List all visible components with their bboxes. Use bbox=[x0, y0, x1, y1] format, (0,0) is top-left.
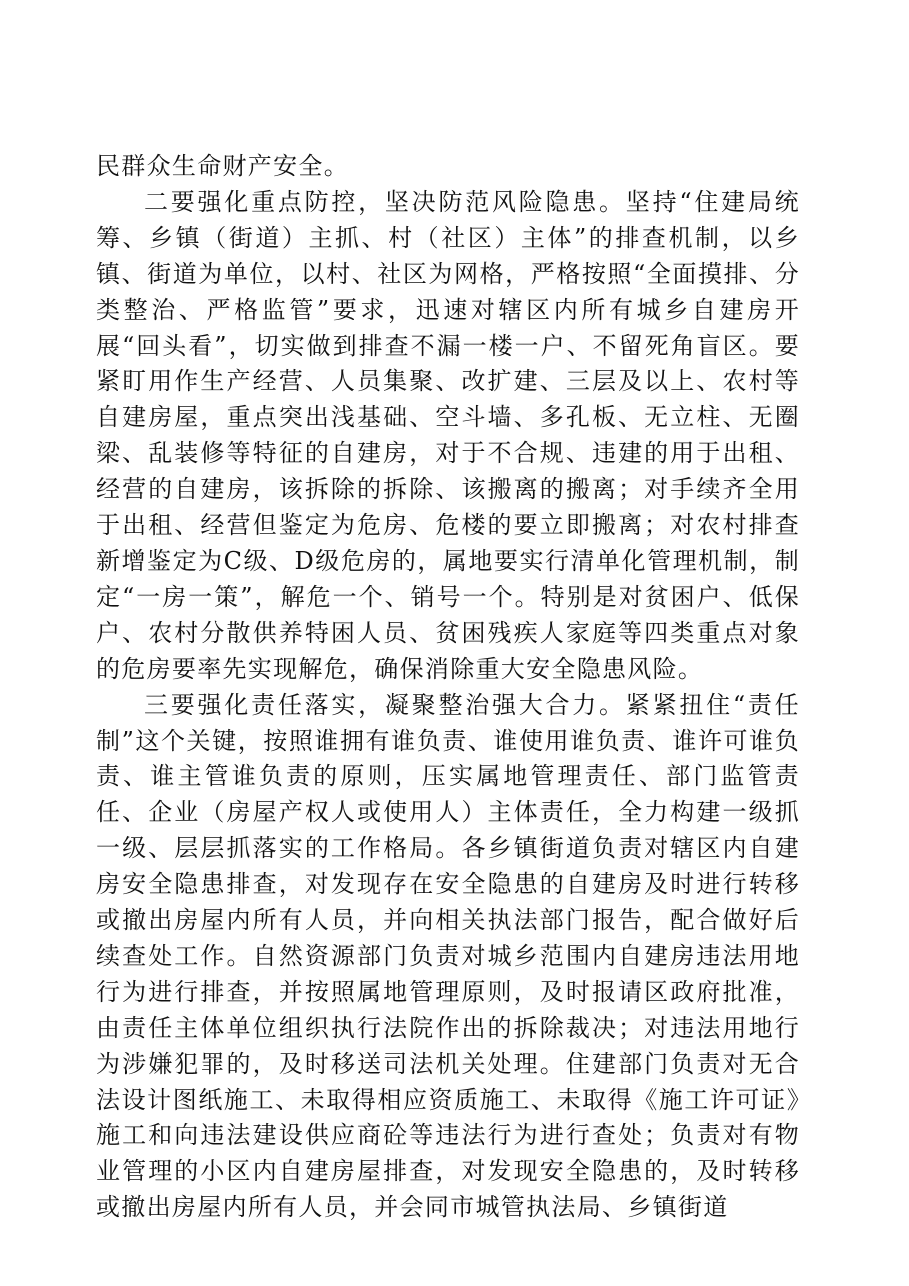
paragraph-key-prevention: 二要强化重点防控，坚决防范风险隐患。坚持“住建局统筹、乡镇（街道）主抓、村（社区）主体”的排查机制，以乡镇、街道为单位，以村、社区为网格，严格按照“全面摸排、分类整治、严格监管”要求，迅速对辖区内所有城乡自建房开展“回头看”，切实做到排查不漏一楼一户、不留死角盲区。要紧盯用作生产经营、人员集聚、改扩建、三层及以上、农村等自建房屋，重点突出浅基础、空斗墙、多孔板、无立柱、无圈梁、乱装修等特征的自建房，对于不合规、违建的用于出租、经营的自建房，该拆除的拆除、该搬离的搬离；对手续齐全用于出租、经营但鉴定为危房、危楼的要立即搬离；对农村排查新增鉴定为C级、D级危房的，属地要实行清单化管理机制，制定“一房一策”，解危一个、销号一个。特别是对贫困户、低保户、农村分散供养特困人员、贫困残疾人家庭等四类重点对象的危房要率先实现解危，确保消除重大安全隐患风险。 bbox=[96, 187, 800, 683]
paragraph-responsibility: 三要强化责任落实，凝聚整治强大合力。紧紧扭住“责任制”这个关键，按照谁拥有谁负责、谁使用谁负责、谁许可谁负责、谁主管谁负责的原则，压实属地管理责任、部门监管责任、企业（房屋产权人或使用人）主体责任，全力构建一级抓一级、层层抓落实的工作格局。各乡镇街道负责对辖区内自建房安全隐患排查，对发现存在安全隐患的自建房及时进行转移或撤出房屋内所有人员，并向相关执法部门报告，配合做好后续查处工作。自然资源部门负责对城乡范围内自建房违法用地行为进行排查，并按照属地管理原则，及时报请区政府批准，由责任主体单位组织执行法院作出的拆除裁决；对违法用地行为涉嫌犯罪的，及时移送司法机关处理。住建部门负责对无合法设计图纸施工、未取得相应资质施工、未取得《施工许可证》施工和向违法建设供应商砼等违法行为进行查处；负责对有物业管理的小区内自建房屋排查，对发现安全隐患的，及时转移或撤出房屋内所有人员，并会同市城管执法局、乡镇街道 bbox=[96, 690, 800, 1222]
document-body bbox=[96, 149, 800, 1226]
paragraph-continuation: 民群众生命财产安全。 bbox=[96, 152, 349, 180]
